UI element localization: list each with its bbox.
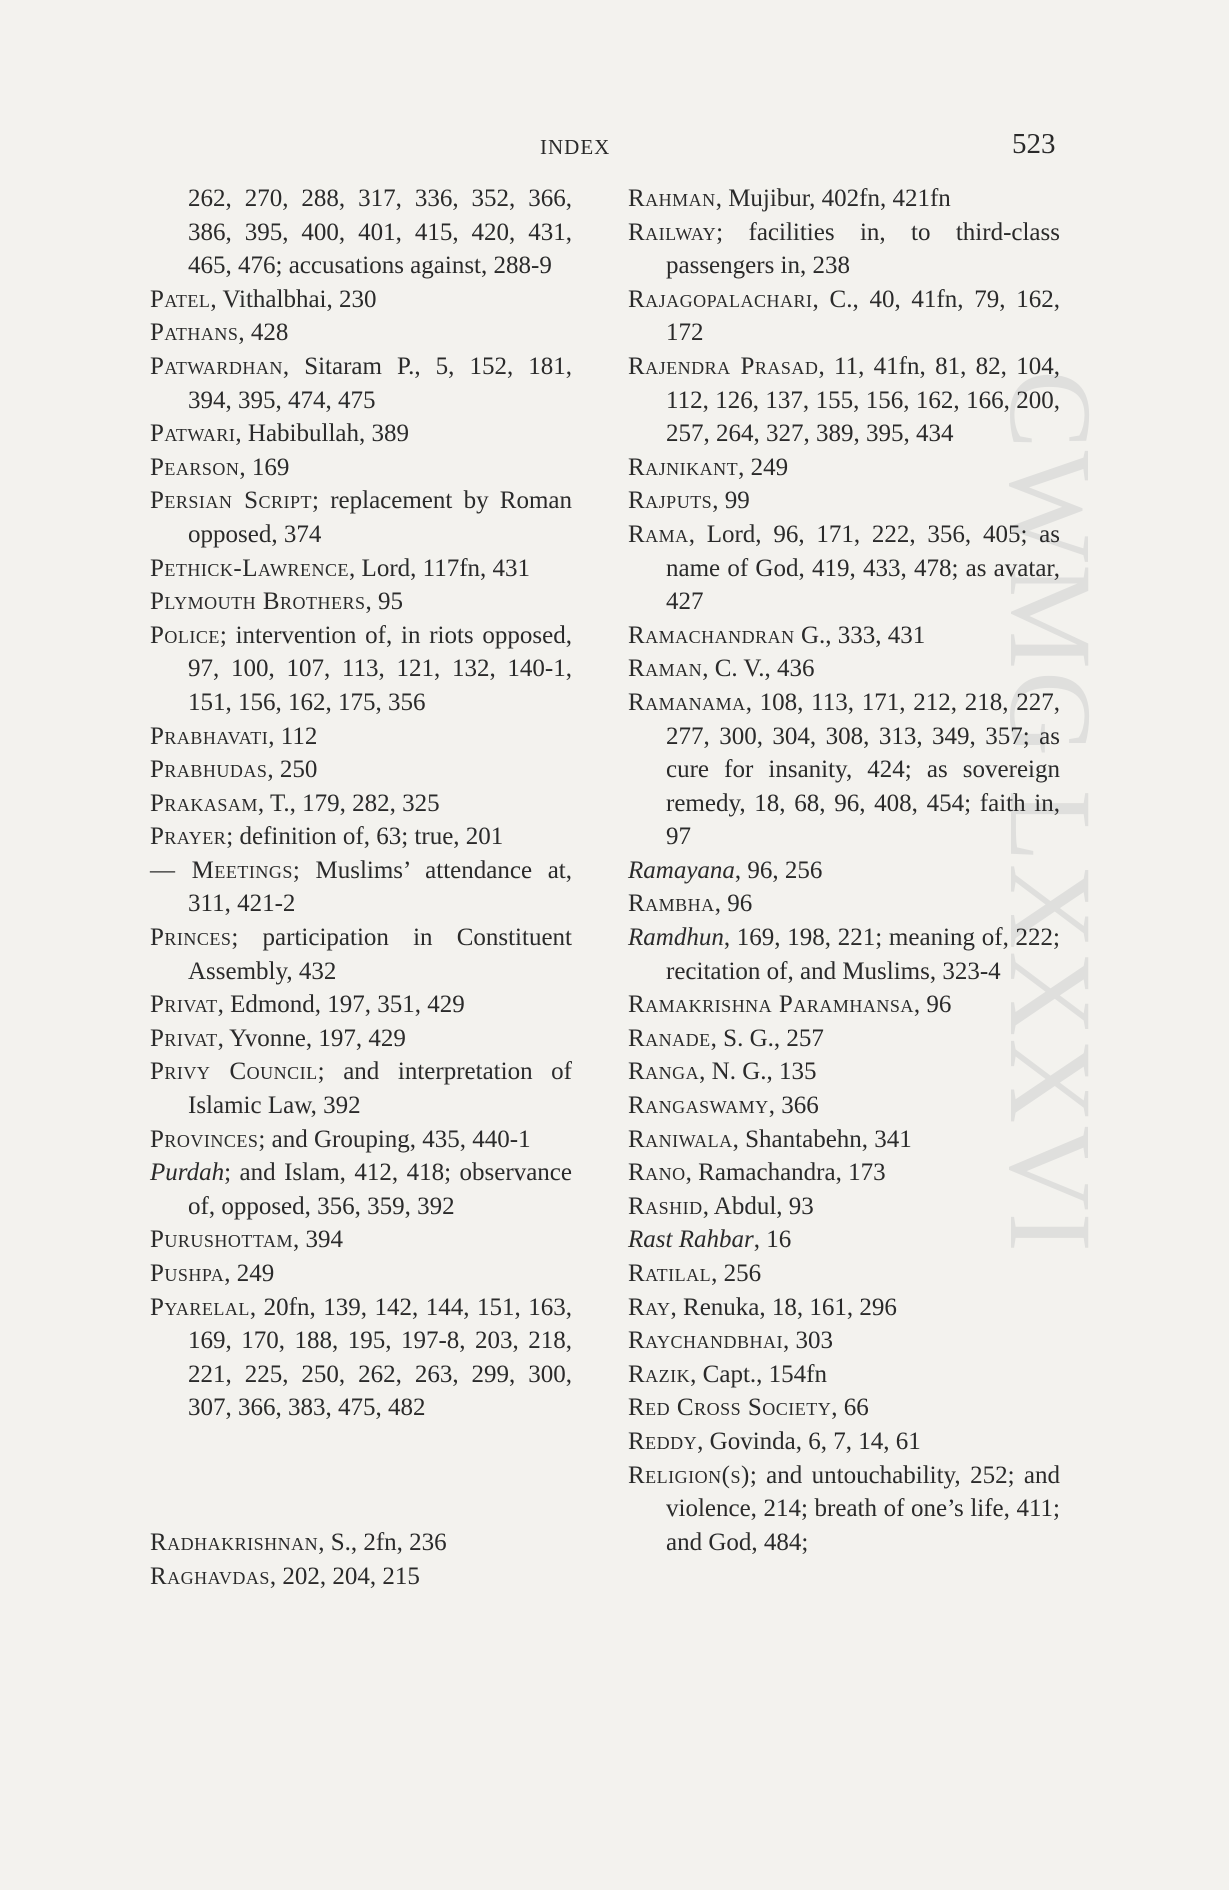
index-entry xyxy=(150,585,572,619)
index-entry xyxy=(150,921,572,988)
index-references: , Lord, 96, 171, 222, 356, 405; as name of God, 419, 433, 478; as avatar, 427 xyxy=(666,520,1060,616)
index-entry xyxy=(628,988,1060,1022)
index-references: ; Muslims’ attendance at, 311, 421-2 xyxy=(188,856,572,918)
index-references: 262, 270, 288, 317, 336, 352, 366, 386, 395, 400, 401, 415, 420, 431, 465, 476; accusations against, 288-9 xyxy=(188,185,572,280)
index-headword: Rambha xyxy=(628,890,715,918)
index-headword: Rano xyxy=(628,1159,686,1187)
index-headword: Raniwala xyxy=(628,1125,733,1153)
index-references: , 249 xyxy=(224,1260,275,1287)
index-entry xyxy=(628,1223,1060,1257)
index-references: , 169, 198, 221; meaning of, 222; recitation of, and Muslims, 323-4 xyxy=(666,924,1060,985)
index-entry xyxy=(150,316,572,350)
index-headword: — Meetings xyxy=(150,856,293,884)
index-headword: Ramakrishna Paramhansa xyxy=(628,991,914,1019)
index-column-left xyxy=(150,182,572,1593)
index-entry xyxy=(628,1324,1060,1358)
index-references: , 303 xyxy=(783,1327,834,1355)
index-headword: Rahman xyxy=(628,185,716,212)
index-headword: Ranga xyxy=(628,1058,700,1086)
index-references: , 169 xyxy=(239,453,290,481)
index-headword: Pathans xyxy=(150,319,239,347)
index-entry xyxy=(150,1022,572,1056)
index-headword: Raghavdas xyxy=(150,1562,270,1590)
index-references: ; participation in Constituent Assembly, 432 xyxy=(188,924,572,985)
index-entry xyxy=(150,552,572,586)
index-headword: Pushpa xyxy=(150,1260,225,1287)
page-number: 523 xyxy=(1012,128,1056,160)
index-entry xyxy=(150,484,572,551)
index-entry xyxy=(628,283,1060,350)
index-entry xyxy=(150,1560,572,1594)
index-entry xyxy=(628,921,1060,988)
index-references: , 96, 256 xyxy=(734,856,823,884)
index-headword: Privat xyxy=(150,1024,218,1052)
running-head: INDEX xyxy=(540,135,611,159)
index-references: , 16 xyxy=(753,1226,792,1254)
index-entry xyxy=(628,1156,1060,1190)
index-references: , Lord, 117fn, 431 xyxy=(349,554,531,582)
index-headword: Purushottam xyxy=(150,1226,293,1254)
index-headword: Prabhavati xyxy=(150,722,269,750)
index-entry xyxy=(150,854,572,921)
cwmg-watermark: CWMG LXXXVI xyxy=(985,370,1116,1254)
index-headword: Patwari xyxy=(150,420,236,448)
index-entry xyxy=(628,484,1060,518)
index-entry xyxy=(150,1223,572,1257)
index-headword: Ray xyxy=(628,1293,671,1321)
index-headword: Police xyxy=(150,621,220,649)
index-headword: Rama xyxy=(628,520,689,548)
index-references: , Yvonne, 197, 429 xyxy=(217,1024,406,1052)
index-entry xyxy=(150,1291,572,1425)
index-entry xyxy=(628,1358,1060,1392)
index-entry xyxy=(628,451,1060,485)
index-entry xyxy=(150,182,572,283)
index-entry xyxy=(150,1526,572,1560)
index-headword: Radhakrishnan xyxy=(150,1528,319,1556)
index-references: , T., 179, 282, 325 xyxy=(257,789,440,817)
index-references: , 96 xyxy=(913,991,952,1019)
index-entry xyxy=(628,887,1060,921)
index-references: , 20fn, 139, 142, 144, 151, 163, 169, 170, 188, 195, 197-8, 203, 218, 221, 225, 250, 262, 263, 299, 300, 307, 366, 383, 475, 482 xyxy=(188,1293,572,1422)
index-entry xyxy=(150,1156,572,1223)
index-references: , Ramachandra, 173 xyxy=(685,1159,886,1187)
index-references: , 394 xyxy=(292,1226,343,1254)
index-headword: Ramachandran xyxy=(628,621,795,649)
index-references: , 95 xyxy=(365,588,404,616)
index-headword: Razik xyxy=(628,1360,691,1388)
index-headword: Rast Rahbar xyxy=(628,1226,754,1254)
index-entry xyxy=(150,619,572,720)
index-references: , Sitaram P., 5, 152, 181, 394, 395, 474, 475 xyxy=(188,352,572,414)
index-headword: Prabhudas xyxy=(150,756,268,784)
index-references: , Vithalbhai, 230 xyxy=(210,285,377,313)
index-references: , 249 xyxy=(738,453,789,481)
index-entry xyxy=(628,652,1060,686)
index-headword: Privy Council xyxy=(150,1058,318,1086)
index-headword: Red Cross Society xyxy=(628,1394,832,1422)
index-entry xyxy=(150,283,572,317)
index-entry xyxy=(628,1055,1060,1089)
index-entry xyxy=(150,820,572,854)
index-headword: Pyarelal xyxy=(150,1293,250,1321)
index-references: , 66 xyxy=(831,1394,869,1422)
index-headword: Pearson xyxy=(150,453,240,481)
index-headword: Rashid xyxy=(628,1192,703,1220)
index-headword: Religion(s) xyxy=(628,1461,750,1489)
index-references: , Abdul, 93 xyxy=(702,1192,814,1220)
index-references: , 256 xyxy=(711,1260,762,1287)
index-headword: Rajputs xyxy=(628,487,713,515)
index-entry xyxy=(150,1123,572,1157)
index-references: ; and Grouping, 435, 440-1 xyxy=(258,1125,531,1153)
index-references: , 96 xyxy=(714,890,753,918)
index-references: , 99 xyxy=(712,487,750,515)
index-entry xyxy=(628,1123,1060,1157)
index-references: , Shantabehn, 341 xyxy=(732,1125,912,1153)
index-references: , Renuka, 18, 161, 296 xyxy=(670,1293,897,1321)
index-headword: Raman xyxy=(628,655,703,683)
index-headword: Privat xyxy=(150,991,218,1019)
index-headword: Prayer xyxy=(150,823,227,851)
index-references: , S. G., 257 xyxy=(710,1024,824,1052)
index-headword: Purdah xyxy=(150,1159,225,1187)
index-headword: Ramdhun xyxy=(628,924,724,952)
index-references: , Mujibur, 402fn, 421fn xyxy=(715,185,951,212)
index-headword: Persian Script xyxy=(150,487,313,515)
index-entry xyxy=(150,1257,572,1291)
index-entry xyxy=(150,720,572,754)
index-references: , Edmond, 197, 351, 429 xyxy=(217,991,465,1019)
index-entry xyxy=(628,1291,1060,1325)
index-headword: Raychandbhai xyxy=(628,1327,784,1355)
index-headword: Ramanama xyxy=(628,688,746,716)
index-references: , 11, 41fn, 81, 82, 104, 112, 126, 137, 155, 156, 162, 166, 200, 257, 264, 327, 389, 395, 434 xyxy=(666,352,1060,448)
index-references: , Govinda, 6, 7, 14, 61 xyxy=(697,1427,921,1455)
index-entry xyxy=(628,182,1060,216)
index-headword: Patel xyxy=(150,285,211,313)
index-entry xyxy=(628,1022,1060,1056)
index-entry xyxy=(628,518,1060,619)
index-entry xyxy=(150,1055,572,1122)
index-references: , 428 xyxy=(238,319,289,347)
index-headword: Patwardhan xyxy=(150,352,283,380)
index-references: ; definition of, 63; true, 201 xyxy=(226,823,504,851)
index-entry xyxy=(628,1089,1060,1123)
index-references: , S., 2fn, 236 xyxy=(318,1528,447,1556)
index-references: G., 333, 431 xyxy=(794,621,926,649)
index-references: , 202, 204, 215 xyxy=(269,1562,420,1590)
index-entry xyxy=(150,417,572,451)
index-entry xyxy=(628,350,1060,451)
index-entry xyxy=(628,619,1060,653)
index-entry xyxy=(628,1459,1060,1560)
index-headword: Provinces xyxy=(150,1125,259,1153)
column-gap xyxy=(150,1425,572,1526)
index-headword: Ramayana xyxy=(628,856,735,884)
index-references: , 108, 113, 171, 212, 218, 227, 277, 300, 304, 308, 313, 349, 357; as cure for insanity, 424; as sovereign remedy, 18, 68, 96, 408, 454; faith in, 97 xyxy=(666,688,1060,851)
index-headword: Rajendra Prasad xyxy=(628,352,819,380)
index-headword: Reddy xyxy=(628,1427,698,1455)
index-entry xyxy=(628,686,1060,854)
index-references: , C., 40, 41fn, 79, 162, 172 xyxy=(666,285,1060,347)
index-entry xyxy=(150,988,572,1022)
index-headword: Railway xyxy=(628,218,717,246)
index-headword: Plymouth Brothers xyxy=(150,588,366,616)
index-references: ; intervention of, in riots opposed, 97, 100, 107, 113, 121, 132, 140-1, 151, 156, 162, 175, 356 xyxy=(188,621,572,716)
index-headword: Prakasam xyxy=(150,789,258,817)
index-entry xyxy=(628,1257,1060,1291)
index-references: ; and untouchability, 252; and violence, 214; breath of one’s life, 411; and God, 484; xyxy=(666,1461,1060,1556)
index-entry xyxy=(628,216,1060,283)
index-headword: Princes xyxy=(150,924,232,952)
index-references: ; and interpretation of Islamic Law, 392 xyxy=(188,1058,572,1120)
index-references: , N. G., 135 xyxy=(699,1058,817,1086)
index-headword: Rajagopalachari xyxy=(628,285,813,313)
index-references: , 250 xyxy=(267,756,318,784)
index-references: , 112 xyxy=(268,722,318,750)
index-references: ; facilities in, to third-class passengers in, 238 xyxy=(666,218,1060,280)
index-references: , C. V., 436 xyxy=(702,655,815,683)
index-headword: Rajnikant xyxy=(628,453,739,481)
index-headword: Ratilal xyxy=(628,1260,712,1287)
index-references: , 366 xyxy=(768,1092,819,1120)
index-entry xyxy=(628,1190,1060,1224)
index-references: , Habibullah, 389 xyxy=(235,420,409,448)
index-entry xyxy=(628,1391,1060,1425)
index-column-right xyxy=(628,182,1060,1559)
index-references: , Capt., 154fn xyxy=(690,1360,827,1388)
index-references: ; replacement by Roman opposed, 374 xyxy=(188,487,572,548)
index-references: ; and Islam, 412, 418; observance of, opposed, 356, 359, 392 xyxy=(188,1159,572,1220)
index-entry xyxy=(150,451,572,485)
index-entry xyxy=(150,787,572,821)
index-entry xyxy=(628,1425,1060,1459)
index-headword: Ranade xyxy=(628,1024,711,1052)
index-entry xyxy=(150,753,572,787)
index-headword: Pethick-Lawrence xyxy=(150,554,350,582)
index-entry xyxy=(628,854,1060,888)
index-headword: Rangaswamy xyxy=(628,1092,769,1120)
index-entry xyxy=(150,350,572,417)
